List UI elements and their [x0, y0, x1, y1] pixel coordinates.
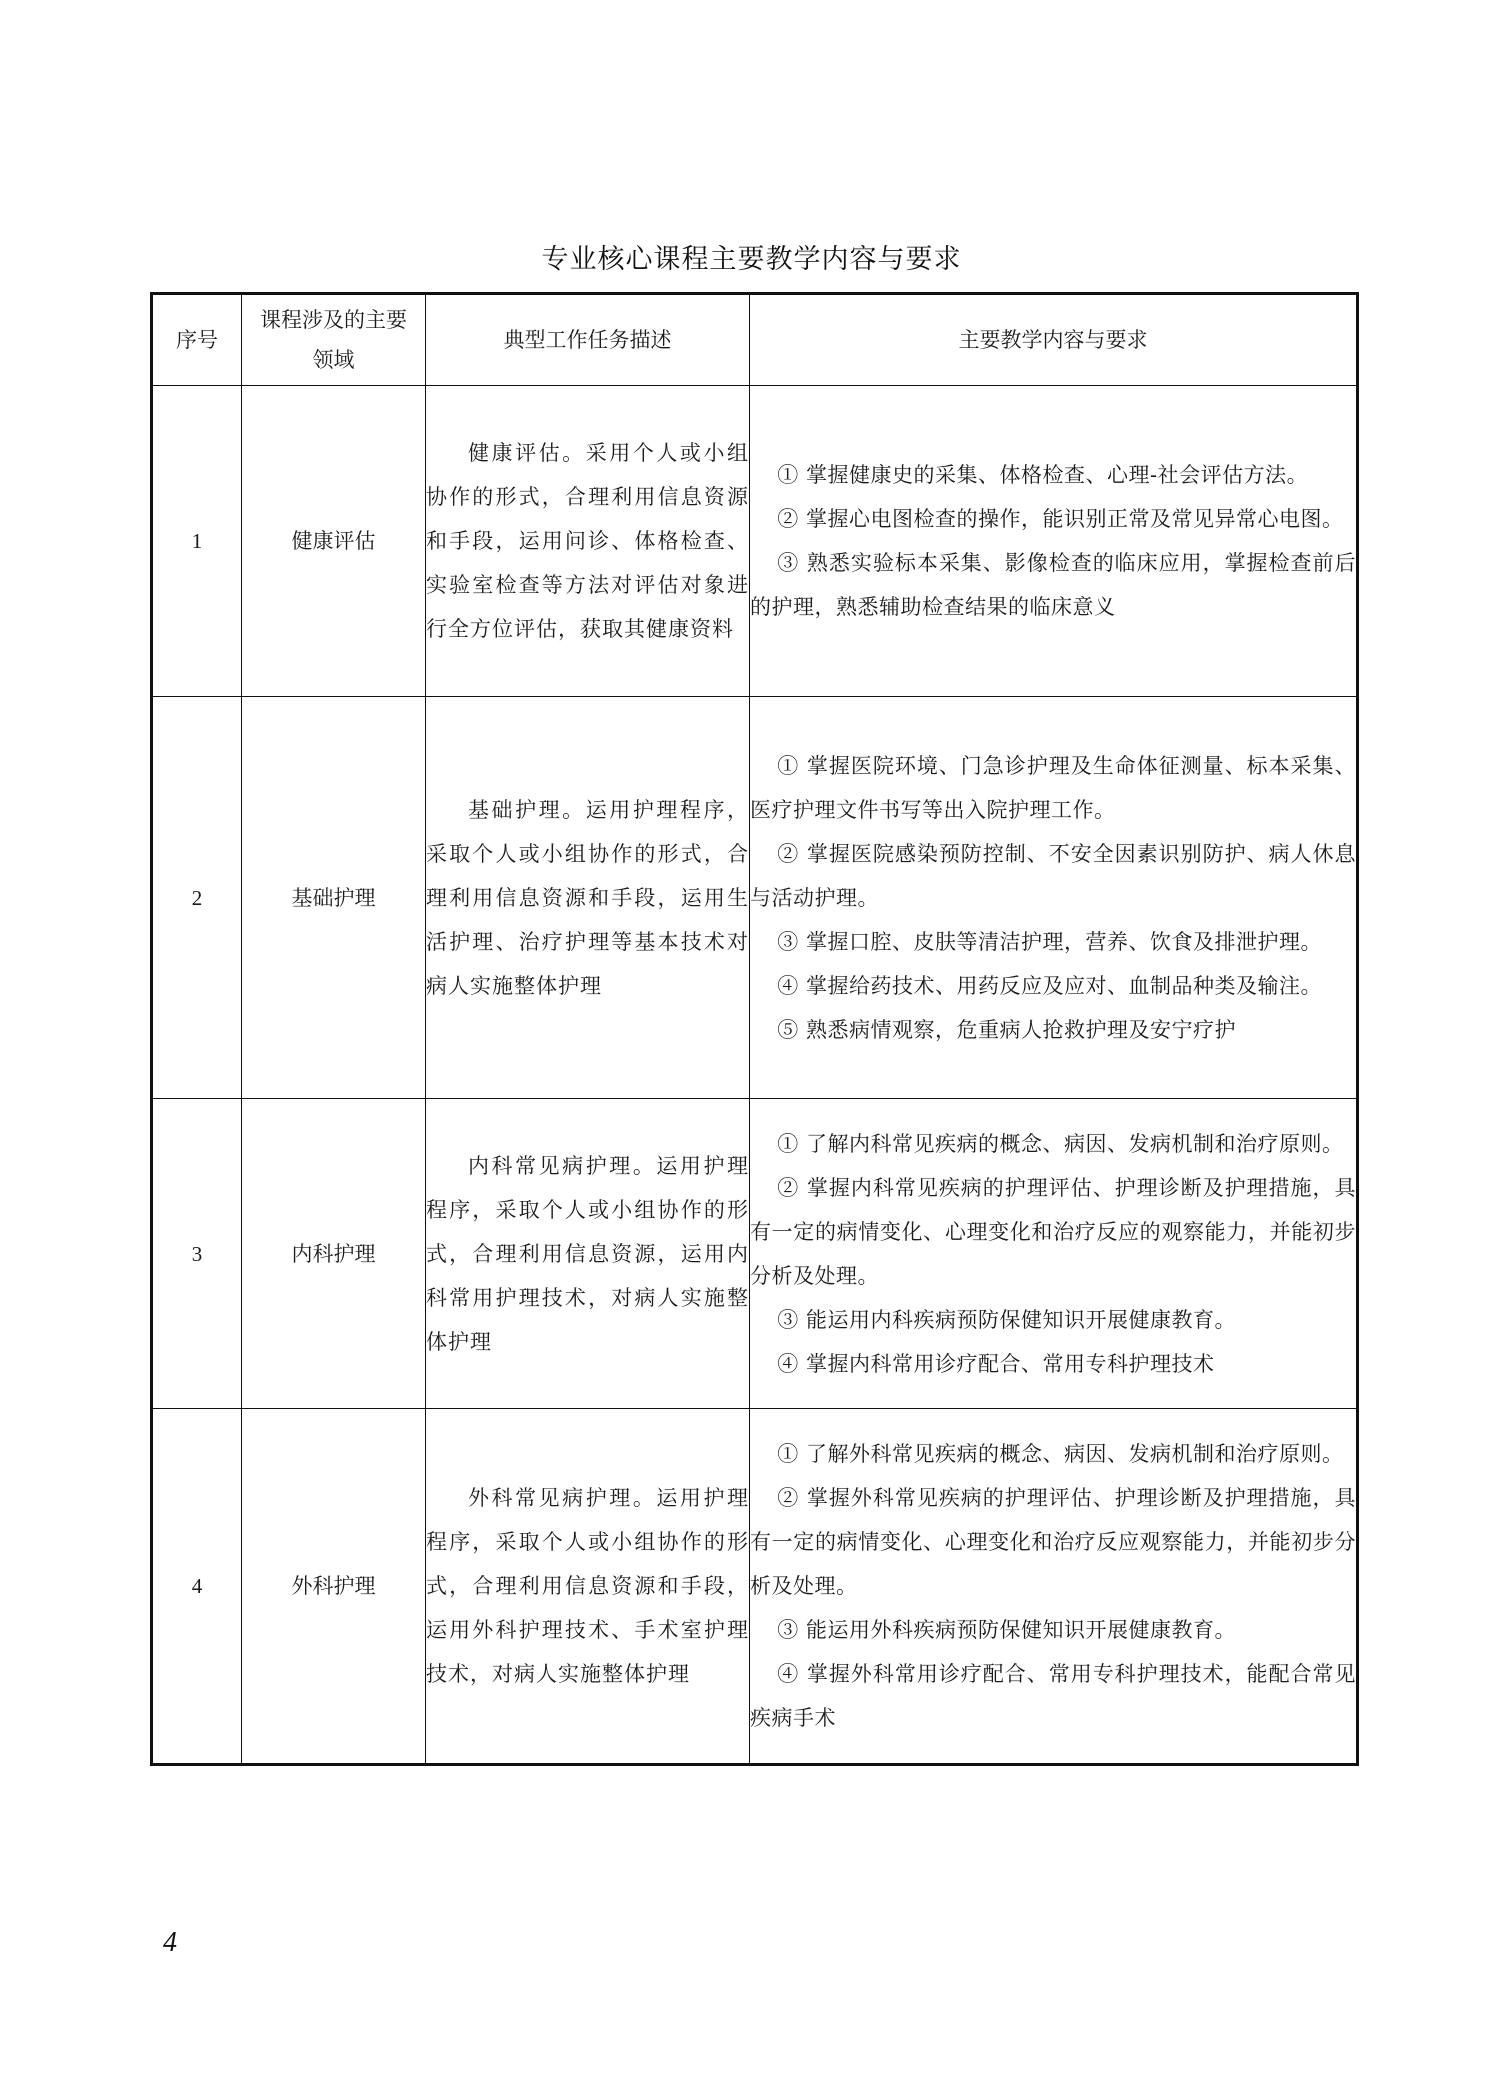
row-area: 内科护理 — [242, 1099, 426, 1409]
table-header-row — [152, 294, 1358, 386]
row-area: 健康评估 — [242, 386, 426, 697]
row-requirements — [750, 697, 1358, 1099]
requirement-item: ④ 掌握内科常用诊疗配合、常用专科护理技术 — [777, 1351, 1215, 1376]
requirement-item: ① 了解外科常见疾病的概念、病因、发病机制和治疗原则。 — [777, 1442, 1344, 1466]
header-requirements: 主要教学内容与要求 — [750, 294, 1358, 386]
requirement-item: ③ 熟悉实验标本采集、影像检查的临床应用，掌握检查前后的护理，熟悉辅助检查结果的临床意义 — [750, 551, 1356, 619]
row-task — [426, 1409, 750, 1765]
requirement-item: ④ 掌握给药技术、用药反应及应对、血制品种类及输注。 — [777, 973, 1322, 998]
core-course-table — [150, 292, 1359, 1766]
row-requirements — [750, 386, 1358, 697]
page-title: 专业核心课程主要教学内容与要求 — [541, 244, 962, 275]
requirement-item: ④ 掌握外科常用诊疗配合、常用专科护理技术，能配合常见疾病手术 — [750, 1662, 1356, 1730]
requirement-item: ⑤ 熟悉病情观察，危重病人抢救护理及安宁疗护 — [777, 1017, 1236, 1042]
row-area: 基础护理 — [242, 697, 426, 1099]
requirement-item: ② 掌握医院感染预防控制、不安全因素识别防护、病人休息与活动护理。 — [750, 841, 1356, 910]
row-task — [426, 697, 750, 1099]
row-no: 1 — [152, 386, 242, 697]
row-task — [426, 1099, 750, 1409]
table-row — [152, 386, 1358, 697]
task-text: 基础护理。运用护理程序，采取个人或小组协作的形式，合理利用信息资源和手段，运用生活护理、治疗护理等基本技术对病人实施整体护理 — [426, 797, 749, 998]
row-no: 4 — [152, 1409, 242, 1765]
row-requirements — [750, 1409, 1358, 1765]
row-task — [426, 386, 750, 697]
requirement-item: ③ 能运用内科疾病预防保健知识开展健康教育。 — [777, 1307, 1236, 1332]
requirement-item: ① 掌握健康史的采集、体格检查、心理-社会评估方法。 — [777, 463, 1309, 487]
requirement-item: ② 掌握外科常见疾病的护理评估、护理诊断及护理措施，具有一定的病情变化、心理变化和治疗反应观察能力，并能初步分析及处理。 — [750, 1486, 1356, 1598]
header-area — [242, 294, 426, 386]
task-text: 外科常见病护理。运用护理程序，采取个人或小组协作的形式，合理利用信息资源和手段，运用外科护理技术、手术室护理技术，对病人实施整体护理 — [426, 1486, 749, 1686]
task-text: 健康评估。采用个人或小组协作的形式，合理利用信息资源和手段，运用问诊、体格检查、实验室检查等方法对评估对象进行全方位评估，获取其健康资料 — [426, 441, 749, 641]
row-no: 3 — [152, 1099, 242, 1409]
requirement-item: ③ 能运用外科疾病预防保健知识开展健康教育。 — [777, 1618, 1236, 1642]
requirement-item: ③ 掌握口腔、皮肤等清洁护理，营养、饮食及排泄护理。 — [777, 929, 1322, 954]
table-row — [152, 1409, 1358, 1765]
task-text: 内科常见病护理。运用护理程序，采取个人或小组协作的形式，合理利用信息资源，运用内科常用护理技术，对病人实施整体护理 — [426, 1153, 749, 1354]
requirement-item: ② 掌握心电图检查的操作，能识别正常及常见异常心电图。 — [777, 507, 1344, 531]
row-no: 2 — [152, 697, 242, 1099]
table-row — [152, 697, 1358, 1099]
requirement-item: ② 掌握内科常见疾病的护理评估、护理诊断及护理措施，具有一定的病情变化、心理变化和治疗反应的观察能力，并能初步分析及处理。 — [750, 1175, 1356, 1288]
header-area-label: 课程涉及的主要领域 — [260, 308, 407, 372]
table-row — [152, 1099, 1358, 1409]
row-requirements — [750, 1099, 1358, 1409]
row-area: 外科护理 — [242, 1409, 426, 1765]
requirement-item: ① 了解内科常见疾病的概念、病因、发病机制和治疗原则。 — [777, 1131, 1344, 1156]
header-task: 典型工作任务描述 — [426, 294, 750, 386]
requirement-item: ① 掌握医院环境、门急诊护理及生命体征测量、标本采集、医疗护理文件书写等出入院护理工作。 — [750, 753, 1356, 822]
page-number: 4 — [163, 1927, 177, 1958]
header-no: 序号 — [152, 294, 242, 386]
